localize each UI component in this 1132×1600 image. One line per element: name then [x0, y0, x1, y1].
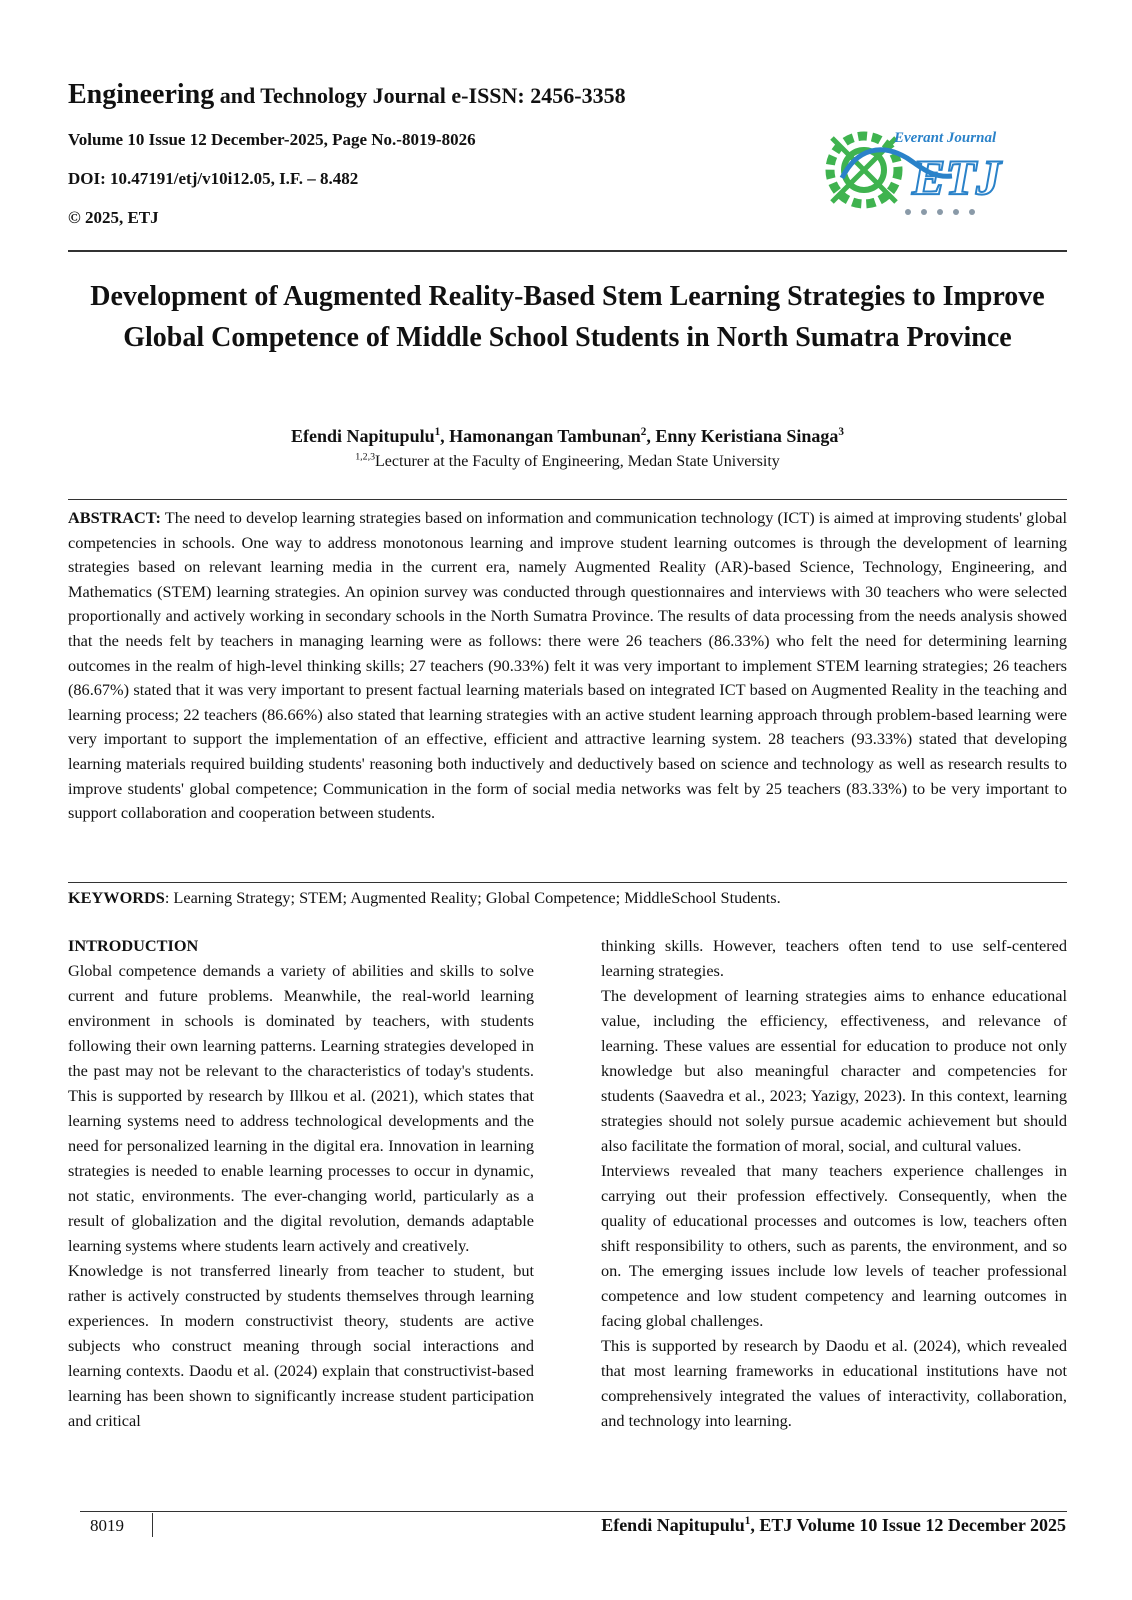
body-paragraph: This is supported by research by Daodu et al. (2024), which revealed that most learning frameworks in educational institutions have not comprehensively integrated the values of interactivity, collaboration, and technology into learning.	[601, 1336, 1067, 1430]
body-paragraph: Interviews revealed that many teachers experience challenges in carrying out their profession effectively. Consequently, when the quality of educational processes and outcomes is low, teachers often shift responsibility to others, such as parents, the environment, and so on. The emerging issues include low levels of teacher professional competence and low student competency and learning outcomes in facing global challenges.	[601, 1161, 1067, 1330]
journal-title-word: Engineering	[68, 79, 215, 110]
author: Enny Keristiana Sinaga$^3$	[655, 426, 844, 446]
body-paragraph: The development of learning strategies aims to enhance educational value, including the efficiency, effectiveness, and relevance of learning. These values are essential for education to produce not only knowledge but also meaningful character and competencies for students (Saavedra et al., 2023; Yazigy, 2023). In this context, learning strategies should not solely pursue academic achievement but should also facilitate the formation of moral, social, and cultural values.	[601, 986, 1067, 1155]
doi-line: DOI: 10.47191/etj/v10i12.05, I.F. – 8.482	[68, 169, 359, 188]
page-number: 8019	[90, 1516, 124, 1535]
paper-title: Development of Augmented Reality-Based Stem Learning Strategies to Improve Global Competence of Middle School Students in North Sumatra Province	[90, 281, 1045, 353]
journal-title	[68, 80, 1068, 111]
body-column-right	[601, 933, 1067, 1433]
journal-title-rest: and Technology Journal e-ISSN: 2456-3358	[214, 83, 626, 108]
logo-main-text: ETJ	[912, 149, 1001, 205]
copyright-line: © 2025, ETJ	[68, 208, 159, 227]
body-paragraph: Knowledge is not transferred linearly from teacher to student, but rather is actively constructed by students themselves through learning experiences. In modern constructivist theory, students are active subjects who construct meaning through social interactions and learning contexts. Daodu et al. (2024) explain that constructivist-based learning has been shown to significantly increase student participation and critical	[68, 1261, 534, 1430]
logo-top-text: Everant Journal	[894, 130, 997, 146]
abstract	[68, 506, 1067, 826]
section-heading-introduction: INTRODUCTION	[68, 936, 199, 955]
body-paragraph: thinking skills. However, teachers often tend to use self-centered learning strategies.	[601, 936, 1067, 980]
author-affiliation	[68, 452, 1067, 472]
footer-rule	[80, 1511, 1067, 1512]
author: Efendi Napitupulu$^1$,	[291, 426, 450, 446]
body-column-left	[68, 933, 534, 1433]
footer-divider	[152, 1513, 153, 1537]
abstract-top-rule	[68, 499, 1067, 500]
abstract-bottom-rule	[68, 882, 1067, 883]
body-paragraph: Global competence demands a variety of abilities and skills to solve current and future problems. Meanwhile, the real-world learning environment in schools is dominated by teachers, with students following their own learning patterns. Learning strategies developed in the past may not be relevant to the characteristics of today's students. This is supported by research by Illkou et al. (2021), which states that learning systems need to address technological developments and the need for personalized learning in the digital era. Innovation in learning strategies is needed to enable learning processes to occur in dynamic, not static, environments. The ever-changing world, particularly as a result of globalization and the digital revolution, demands adaptable learning systems where students learn actively and creatively.	[68, 961, 534, 1255]
abstract-label: ABSTRACT:	[68, 508, 161, 527]
header-divider	[68, 250, 1067, 252]
affiliation-text: Lecturer at the Faculty of Engineering, Medan State University	[375, 453, 780, 470]
volume-line: Volume 10 Issue 12 December-2025, Page No.-8019-8026	[68, 130, 476, 149]
logo-decoration	[905, 209, 975, 215]
gear-icon	[830, 136, 898, 204]
keywords	[68, 887, 1067, 909]
author-list	[68, 425, 1067, 447]
affiliation-sup: 1,2,3	[355, 451, 376, 463]
keywords-label: KEYWORDS	[68, 888, 165, 907]
etj-logo-graphic	[812, 118, 1020, 222]
keywords-text: : Learning Strategy; STEM; Augmented Reality; Global Competence; MiddleSchool Students.	[164, 888, 781, 907]
author: Hamonangan Tambunan$^2$,	[449, 426, 656, 446]
etj-logo	[812, 118, 1020, 222]
running-footer: Efendi Napitupulu$^1$, ETJ Volume 10 Issue 12 December 2025	[601, 1515, 1066, 1535]
abstract-text: The need to develop learning strategies based on information and communication technology (ICT) is aimed at improving students' global competencies in schools. One way to address monotonous learning and improve student learning outcomes is through the development of learning strategies based on relevant learning media in the current era, namely Augmented Reality (AR)-based Science, Technology, Engineering, and Mathematics (STEM) learning strategies. An opinion survey was conducted through questionnaires and interviews with 30 teachers who were selected proportionally and actively working in secondary schools in the North Sumatra Province. The results of data processing from the needs analysis showed that the needs felt by teachers in managing learning were as follows: there were 26 teachers (86.33%) who felt the need for determining learning outcomes in the realm of high-level thinking skills; 27 teachers (90.33%) felt it was very important to implement STEM learning strategies; 26 teachers (86.67%) stated that it was very important to present factual learning materials based on integrated ICT based on Augmented Reality in the teaching and learning process; 22 teachers (86.66%) also stated that learning strategies with an active student learning approach through problem-based learning were very important to support the implementation of an effective, efficient and attractive learning system. 28 teachers (93.33%) stated that developing learning materials required building students' reasoning both inductively and deductively based on science and technology as well as research results to improve students' global competence; Communication in the form of social media networks was felt by 25 teachers (83.33%) to be very important to support collaboration and cooperation between students.	[68, 508, 1067, 823]
